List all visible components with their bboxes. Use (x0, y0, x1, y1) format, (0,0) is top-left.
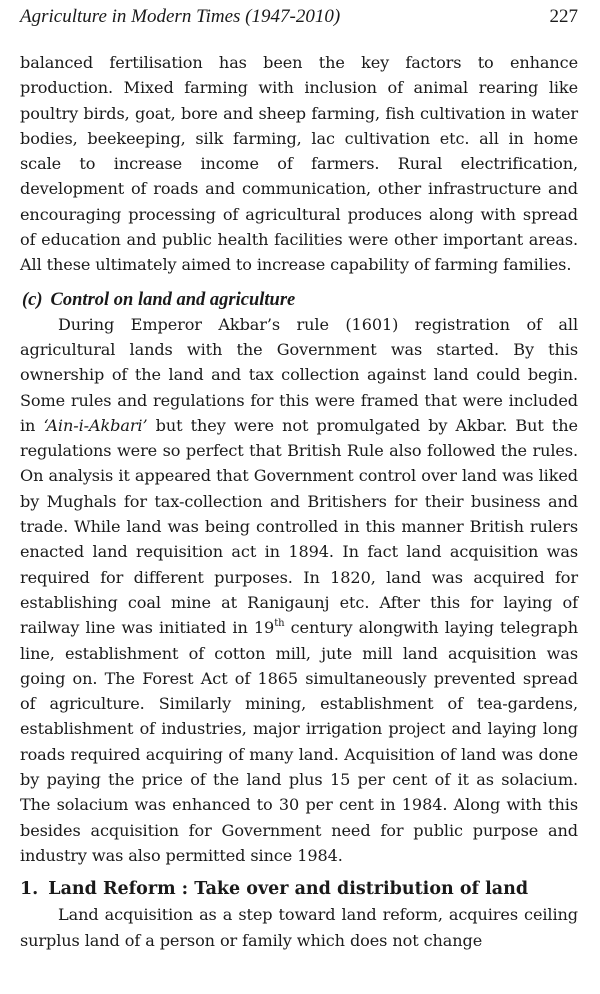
superscript-th: th (274, 617, 285, 629)
subheading-land-reform (20, 876, 578, 902)
running-title: Agriculture in Modern Times (1947-2010) (20, 6, 341, 27)
paragraph-land-reform: Land acquisition as a step toward land reform, acquires ceiling surplus land of a person or family which does not change (20, 905, 578, 950)
book-page (20, 6, 578, 953)
section-title: Control on land and agriculture (50, 289, 296, 310)
paragraph-text: century alongwith laying telegraph line, establishment of cotton mill, jute mill land acquisition was going on. The Forest Act of 1865 simultaneously prevented spread of agriculture. Similarly mining, establishment of tea-gardens, establishment of industries, major irrigation project and laying long roads required acquiring of many land. Acquisition of land was done by paying the price of the land plus 15 per cent of it as solacium. The solacium was enhanced to 30 per cent in 1984. Along with this besides acquisition for Government need for public purpose and industry was also permitted since 1984. (20, 618, 578, 865)
paragraph-text: but they were not promulgated by Akbar. But the regulations were so perfect that British Rule also followed the rules. On analysis it appeared that Government control over land was liked by Mughals for tax-collection and Britishers for their business and trade. While land was being controlled in this manner British rulers enacted land requisition act in 1894. In fact land acquisition was required for different purposes. In 1820, land was acquired for establishing coal mine at Ranigaunj etc. After this for laying of railway line was initiated in 19 (20, 415, 578, 638)
running-header (20, 6, 578, 36)
subheading-title: Land Reform : Take over and distribution of land (48, 879, 529, 900)
subheading-number: 1. (20, 879, 39, 900)
paragraph-text: During Emperor Akbar’s rule (1601) registration of all agricultural lands with the Government was started. By this ownership of the land and tax collection against land could begin. Some rules and regulations for this were framed that were included in (20, 314, 578, 435)
section-label: (c) (22, 289, 43, 310)
page-number: 227 (549, 6, 578, 27)
paragraph-fertilisation: balanced fertilisation has been the key factors to enhance production. Mixed farming with inclusion of animal rearing like poultry birds, goat, bore and sheep farming, fish cultivation in water bodies, beekeeping, silk farming, lac cultivation etc. all in home scale to increase income of farmers. Rural electrification, development of roads and communication, other infrastructure and encouraging processing of agricultural produces along with spread of education and public health facilities were other important areas. All these ultimately aimed to increase capability of farming families. (20, 53, 578, 275)
section-heading-control-on-land (22, 288, 578, 312)
ain-i-akbari-term: ‘Ain-i-Akbari’ (43, 415, 148, 435)
paragraph-control-on-land (20, 312, 578, 869)
